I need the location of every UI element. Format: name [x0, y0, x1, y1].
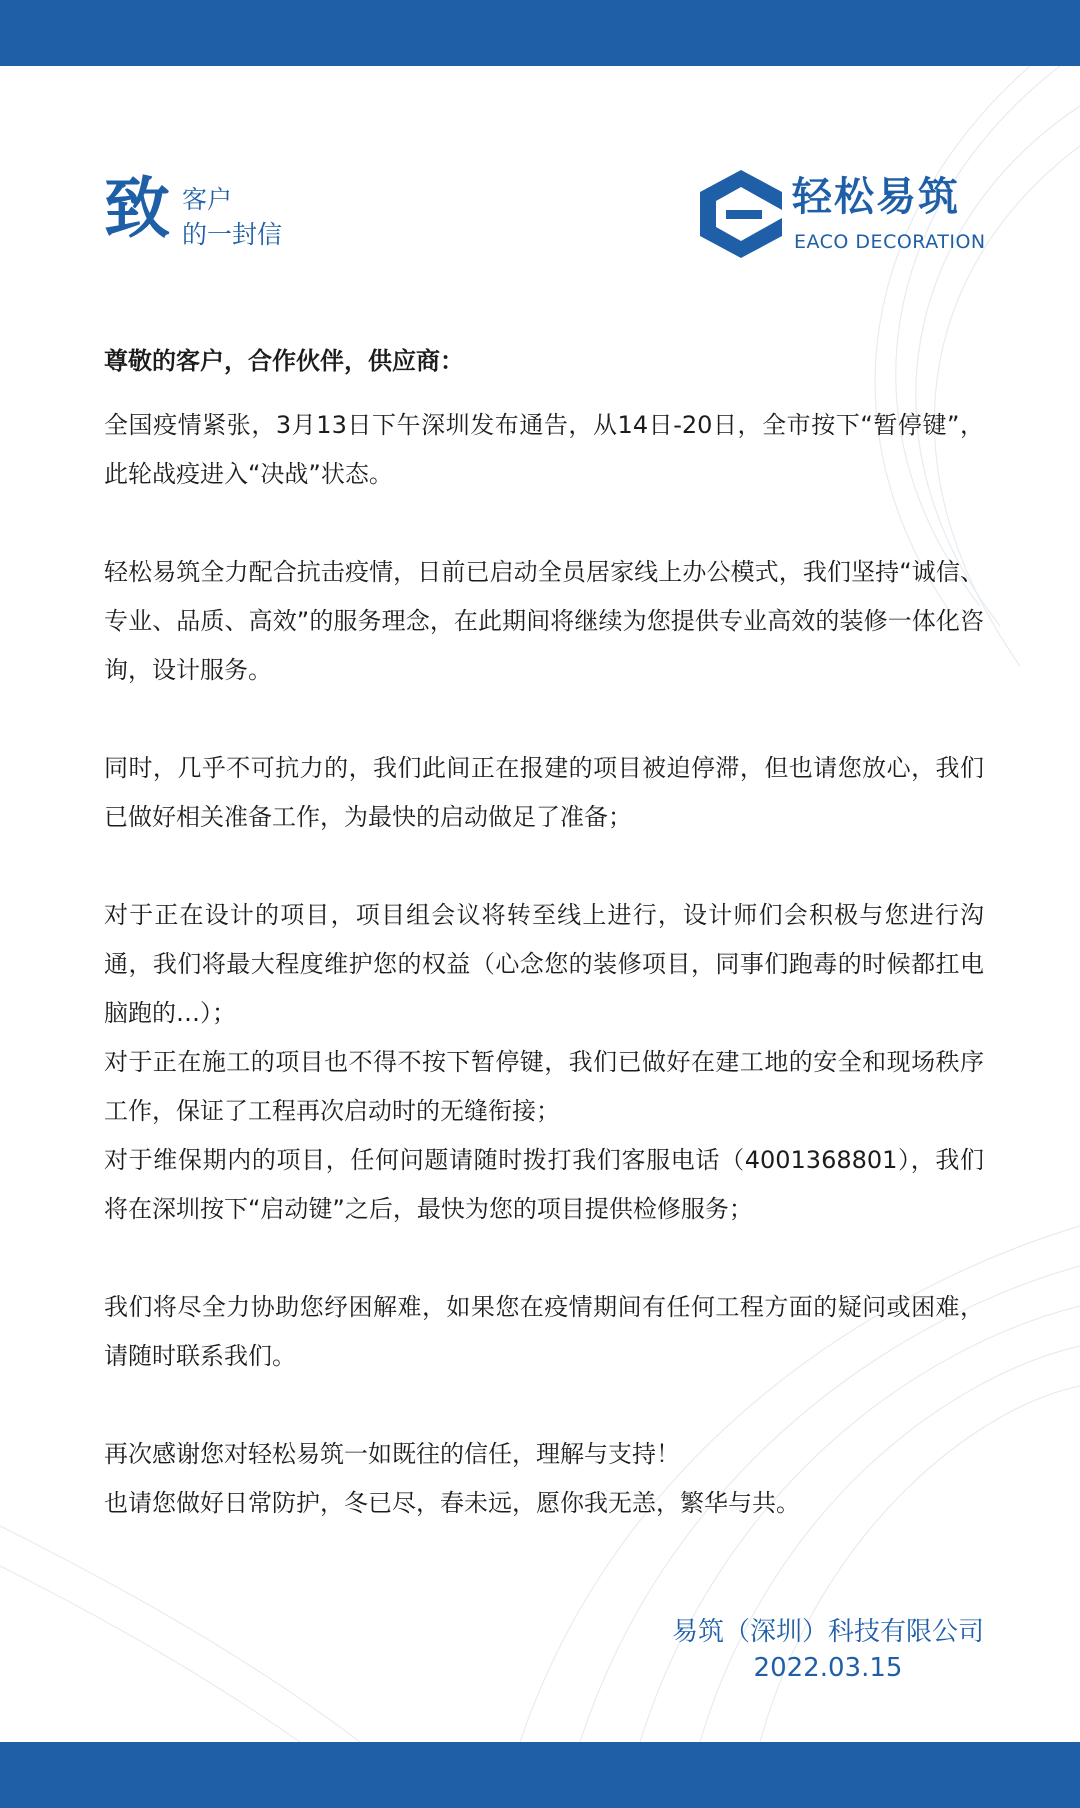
letter-paragraph: 也请您做好日常防护，冬已尽，春未远，愿你我无恙，繁华与共。 [104, 1489, 800, 1517]
company-name: 易筑（深圳）科技有限公司 [671, 1617, 984, 1647]
letter-paragraph: 对于维保期内的项目，任何问题请随时拨打我们客服电话（4001368801），我们将在深圳按下“启动键”之后，最快为您的项目提供检修服务； [104, 1146, 984, 1223]
paragraph-spacer [104, 1234, 984, 1283]
paragraph-spacer [104, 1381, 984, 1430]
brand-english-name: EACO DECORATION [794, 231, 986, 253]
letter-date: 2022.03.15 [753, 1653, 903, 1683]
heading-subtitle-line2: 的一封信 [182, 220, 283, 249]
letter-paragraph: 全国疫情紧张，3月13日下午深圳发布通告，从14日-20日，全市按下“暂停键”，此轮战疫进入“决战”状态。 [104, 411, 984, 488]
brand-name: 轻松易筑 [792, 174, 960, 220]
top-banner-bar [0, 0, 1080, 66]
paragraph-spacer [104, 499, 984, 548]
letter-signature [672, 1614, 984, 1686]
paragraph-spacer [104, 695, 984, 744]
letter-paragraph: 对于正在施工的项目也不得不按下暂停键，我们已做好在建工地的安全和现场秩序工作，保证了工程再次启动时的无缝衔接； [104, 1048, 984, 1125]
paragraph-spacer [104, 842, 984, 891]
eaco-logo-icon [700, 170, 782, 258]
letter-paragraph: 再次感谢您对轻松易筑一如既往的信任，理解与支持！ [104, 1440, 680, 1468]
heading-subtitle-line1: 客户 [182, 185, 233, 214]
bottom-banner-bar [0, 1742, 1080, 1808]
heading-title-char: 致 [104, 169, 170, 247]
letter-paragraph: 我们将尽全力协助您纾困解难，如果您在疫情期间有任何工程方面的疑问或困难，请随时联系我们。 [104, 1293, 984, 1370]
letter-salutation: 尊敬的客户，合作伙伴，供应商： [104, 347, 464, 375]
letter-paragraph: 同时，几乎不可抗力的，我们此间正在报建的项目被迫停滞，但也请您放心，我们已做好相关准备工作，为最快的启动做足了准备； [104, 754, 984, 831]
letter-paragraph: 对于正在设计的项目，项目组会议将转至线上进行，设计师们会积极与您进行沟通，我们将最大程度维护您的权益（心念您的装修项目，同事们跑毒的时候都扛电脑跑的…）； [104, 901, 984, 1027]
letter-body [104, 341, 984, 1528]
heading-subtitle [182, 182, 282, 252]
letter-paragraph: 轻松易筑全力配合抗击疫情，日前已启动全员居家线上办公模式，我们坚持“诚信、专业、品质、高效”的服务理念，在此期间将继续为您提供专业高效的装修一体化咨询，设计服务。 [104, 558, 984, 684]
